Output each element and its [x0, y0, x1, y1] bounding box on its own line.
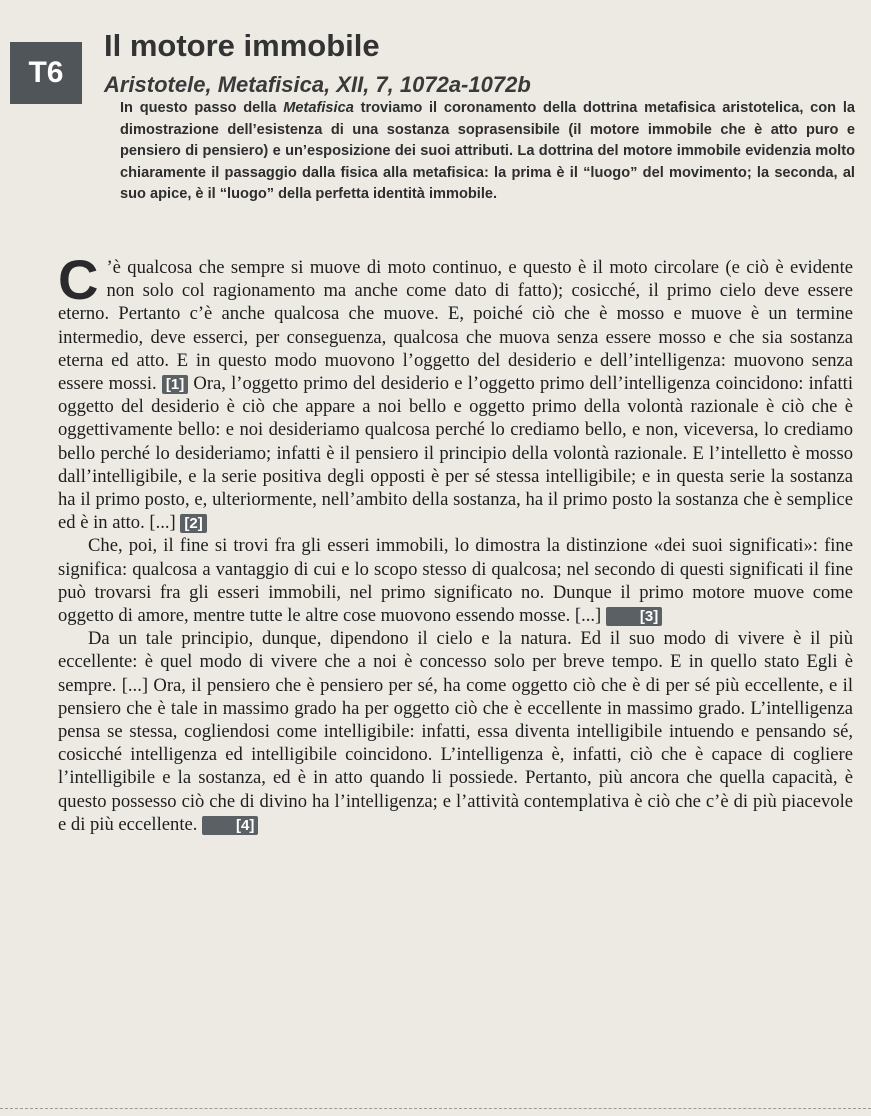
main-text [58, 248, 854, 836]
paragraph-3 [58, 627, 853, 836]
footnote-marker-3: [3] [606, 607, 662, 626]
bottom-divider [0, 1108, 871, 1109]
intro-paragraph [120, 98, 855, 206]
footnote-marker-2: [2] [180, 514, 206, 533]
intro-text-2: troviamo il coronamento della dottrina metafisica aristotelica, con la dimostrazione dell’esistenza di una sostanza soprasensibile (il motore immobile che è atto puro e pensiero di pensiero) e un’esposizione dei suoi attributi. La dottrina del motore immobile evidenzia molto chiaramente il passaggio dalla fisica alla metafisica: la prima è il “luogo” del movimento; la seconda, al suo apice, è il “luogo” della perfetta identità immobile. [120, 100, 855, 203]
intro-work-title: Metafisica [283, 100, 354, 116]
paragraph-2 [58, 534, 853, 627]
paragraph-2-text: Che, poi, il fine si trovi fra gli esseri immobili, lo dimostra la distinzione «dei suoi significati»: fine significa: qualcosa a vantaggio di cui e lo scopo stesso di qualcosa; nel secondo di questi significati il fine può trovarsi fra gli esseri immobili, nel primo significato no. Dunque il primo motore muove come oggetto di amore, mentre tutte le altre cose muovono essendo mosse. [...] [58, 535, 853, 627]
paragraph-3-text: Da un tale principio, dunque, dipendono il cielo e la natura. Ed il suo modo di vivere è il più eccellente: è quel modo di vivere che a noi è concesso solo per breve tempo. E in quello stato Egli è sempre. [...] Ora, il pensiero che è pensiero per sé, ha come oggetto ciò che è di per sé più eccellente, e il pensiero che è tale in massimo grado ha per oggetto ciò che è eccellente in massimo grado. L’intelligenza pensa se stessa, cogliendosi come intelligibile: infatti, essa diventa intelligibile intuendo e pensando sé, cosicché intelligenza ed intelligibile coincidono. L’intelligenza è, infatti, ciò che è capace di cogliere l’intelligibile e la sostanza, ed è in atto quando li possiede. Pertanto, più ancora che quella capacità, è questo possesso ciò che di divino ha l’intelligenza; e l’attività contemplativa è ciò che c’è di più piacevole e di più eccellente. [58, 628, 853, 835]
drop-cap: C [58, 248, 99, 311]
footnote-marker-1: [1] [162, 375, 188, 394]
paragraph-1-part-b: Ora, l’oggetto primo del desiderio e l’oggetto primo dell’intelligenza coincidono: infatti oggetto del desiderio è ciò che appare a noi bello e oggetto primo della volontà razionale è ciò che è oggettivamente bello: e noi desideriamo qualcosa perché lo crediamo bello, e non, viceversa, lo crediamo bello perché lo desideriamo; infatti è il pensiero il principio della volontà razionale. E l’intelletto è mosso dall’intelligibile, e la serie positiva degli opposti è per sé stessa intelligibile; e in questa serie la sostanza ha il primo posto, e, ulteriormente, nell’ambito della sostanza, ha il primo posto la sostanza che è semplice ed è in atto. [...] [58, 373, 854, 534]
source-citation: Aristotele, Metafisica, XII, 7, 1072a-1072b [104, 72, 531, 97]
page-title: Il motore immobile [104, 28, 380, 63]
footnote-marker-4: [4] [202, 816, 258, 835]
paragraph-1 [58, 248, 854, 534]
paragraph-1-part-a: ’è qualcosa che sempre si muove di moto continuo, e questo è il moto circolare (e ciò è evidente non solo col ragionamento ma anche come dato di fatto); cosicché, il primo cielo deve essere eterno. Pertanto c’è anche qualcosa che muove. E, poiché ciò che è mosso e muove è un termine intermedio, deve esserci, per conseguenza, qualcosa che muova senza essere mosso e che sia sostanza eterna ed atto. E in questo modo muovono l’oggetto del desiderio e dell’intelligenza: muovono senza essere mossi. [58, 257, 853, 395]
intro-text-1: In questo passo della [120, 100, 284, 116]
section-badge: T6 [10, 42, 82, 104]
